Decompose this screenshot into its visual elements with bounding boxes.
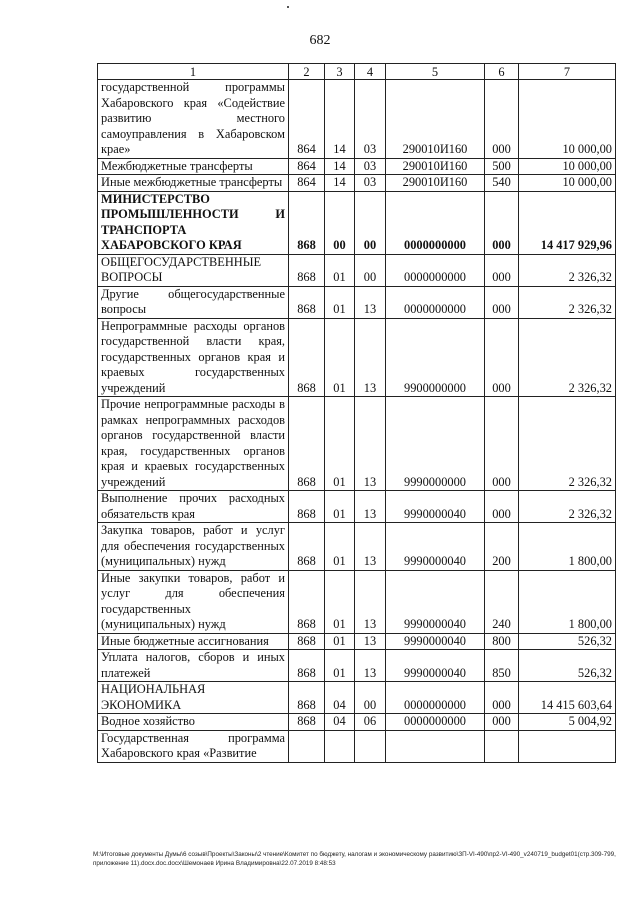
row-section: 01 bbox=[325, 570, 355, 633]
row-subsection: 06 bbox=[355, 714, 386, 731]
row-target-article: 290010И160 bbox=[386, 158, 485, 175]
row-expense-type: 000 bbox=[485, 682, 519, 714]
row-target-article: 9990000040 bbox=[386, 570, 485, 633]
table-row bbox=[98, 318, 616, 397]
row-name: Непрограммные расходы органов государственной власти края, государственных органов края и краевых государственных учреждений bbox=[98, 318, 289, 397]
row-subsection: 00 bbox=[355, 254, 386, 286]
row-amount: 1 800,00 bbox=[519, 523, 616, 571]
row-target-article: 9900000000 bbox=[386, 318, 485, 397]
table-row bbox=[98, 730, 616, 762]
row-expense-type: 000 bbox=[485, 286, 519, 318]
row-target-article: 9990000040 bbox=[386, 650, 485, 682]
row-expense-type: 850 bbox=[485, 650, 519, 682]
row-admin-code: 868 bbox=[289, 682, 325, 714]
row-subsection: 00 bbox=[355, 191, 386, 254]
column-header: 7 bbox=[519, 64, 616, 80]
row-amount: 2 326,32 bbox=[519, 254, 616, 286]
row-amount: 10 000,00 bbox=[519, 158, 616, 175]
row-admin-code bbox=[289, 730, 325, 762]
row-target-article: 0000000000 bbox=[386, 191, 485, 254]
row-target-article: 290010И160 bbox=[386, 175, 485, 192]
row-subsection: 13 bbox=[355, 570, 386, 633]
row-subsection: 03 bbox=[355, 80, 386, 159]
column-header: 4 bbox=[355, 64, 386, 80]
row-expense-type: 000 bbox=[485, 191, 519, 254]
row-subsection: 13 bbox=[355, 491, 386, 523]
row-expense-type: 000 bbox=[485, 254, 519, 286]
row-admin-code: 868 bbox=[289, 714, 325, 731]
table-row bbox=[98, 254, 616, 286]
row-admin-code: 868 bbox=[289, 570, 325, 633]
table-row bbox=[98, 191, 616, 254]
row-admin-code: 868 bbox=[289, 650, 325, 682]
row-target-article: 0000000000 bbox=[386, 682, 485, 714]
row-subsection: 13 bbox=[355, 523, 386, 571]
row-admin-code: 868 bbox=[289, 633, 325, 650]
row-admin-code: 868 bbox=[289, 397, 325, 491]
row-name: ОБЩЕГОСУДАРСТВЕННЫЕ ВОПРОСЫ bbox=[98, 254, 289, 286]
row-target-article: 0000000000 bbox=[386, 714, 485, 731]
table-row bbox=[98, 650, 616, 682]
row-name: Другие общегосударственные вопросы bbox=[98, 286, 289, 318]
row-subsection: 13 bbox=[355, 286, 386, 318]
row-amount: 2 326,32 bbox=[519, 318, 616, 397]
column-header: 1 bbox=[98, 64, 289, 80]
row-name: Государственная программа Хабаровского края «Развитие bbox=[98, 730, 289, 762]
row-target-article: 9990000040 bbox=[386, 633, 485, 650]
row-section: 01 bbox=[325, 523, 355, 571]
column-header: 6 bbox=[485, 64, 519, 80]
table-row bbox=[98, 158, 616, 175]
column-header: 3 bbox=[325, 64, 355, 80]
row-amount: 5 004,92 bbox=[519, 714, 616, 731]
row-amount: 2 326,32 bbox=[519, 286, 616, 318]
row-amount: 10 000,00 bbox=[519, 175, 616, 192]
row-name: Водное хозяйство bbox=[98, 714, 289, 731]
row-admin-code: 868 bbox=[289, 523, 325, 571]
table-row bbox=[98, 397, 616, 491]
row-subsection: 13 bbox=[355, 650, 386, 682]
row-target-article: 0000000000 bbox=[386, 286, 485, 318]
row-target-article: 290010И160 bbox=[386, 80, 485, 159]
table-row bbox=[98, 570, 616, 633]
row-section: 01 bbox=[325, 286, 355, 318]
row-target-article: 0000000000 bbox=[386, 254, 485, 286]
row-admin-code: 864 bbox=[289, 158, 325, 175]
row-section: 14 bbox=[325, 80, 355, 159]
row-name: Иные межбюджетные трансферты bbox=[98, 175, 289, 192]
row-section: 00 bbox=[325, 191, 355, 254]
row-section: 01 bbox=[325, 491, 355, 523]
file-path-footer: M:\Итоговые документы Думы\6 созыв\Проекты\Законы\2 чтение\Комитет по бюджету, налогам и экономическому развитию\ЗП-VI-490\пр2-VI-490_v240719_budget01(стр.309-799, приложение 11).docx.doc.docx\Шемонаев Ирина Владимировна\22.07.2019 8:48:53 bbox=[93, 851, 616, 867]
row-name: Выполнение прочих расходных обязательств края bbox=[98, 491, 289, 523]
row-amount: 2 326,32 bbox=[519, 397, 616, 491]
row-amount bbox=[519, 730, 616, 762]
row-expense-type: 200 bbox=[485, 523, 519, 571]
row-admin-code: 868 bbox=[289, 318, 325, 397]
row-section: 14 bbox=[325, 158, 355, 175]
budget-table bbox=[97, 63, 616, 763]
row-section: 01 bbox=[325, 650, 355, 682]
row-name: НАЦИОНАЛЬНАЯ ЭКОНОМИКА bbox=[98, 682, 289, 714]
row-name: МИНИСТЕРСТВО ПРОМЫШЛЕННОСТИ И ТРАНСПОРТА ХАБАРОВСКОГО КРАЯ bbox=[98, 191, 289, 254]
row-expense-type: 000 bbox=[485, 397, 519, 491]
row-amount: 14 415 603,64 bbox=[519, 682, 616, 714]
table-row bbox=[98, 80, 616, 159]
row-subsection bbox=[355, 730, 386, 762]
table-row bbox=[98, 633, 616, 650]
row-target-article: 9990000000 bbox=[386, 397, 485, 491]
table-row bbox=[98, 523, 616, 571]
row-subsection: 00 bbox=[355, 682, 386, 714]
row-admin-code: 868 bbox=[289, 491, 325, 523]
row-expense-type: 000 bbox=[485, 318, 519, 397]
row-admin-code: 868 bbox=[289, 191, 325, 254]
row-target-article bbox=[386, 730, 485, 762]
row-name: Межбюджетные трансферты bbox=[98, 158, 289, 175]
row-expense-type: 000 bbox=[485, 80, 519, 159]
row-name: Иные закупки товаров, работ и услуг для обеспечения государственных (муниципальных) нужд bbox=[98, 570, 289, 633]
row-expense-type: 000 bbox=[485, 714, 519, 731]
row-expense-type: 000 bbox=[485, 491, 519, 523]
row-name: Иные бюджетные ассигнования bbox=[98, 633, 289, 650]
row-amount: 2 326,32 bbox=[519, 491, 616, 523]
row-subsection: 13 bbox=[355, 397, 386, 491]
row-section: 14 bbox=[325, 175, 355, 192]
row-subsection: 13 bbox=[355, 633, 386, 650]
row-expense-type: 500 bbox=[485, 158, 519, 175]
row-subsection: 03 bbox=[355, 175, 386, 192]
row-name: Уплата налогов, сборов и иных платежей bbox=[98, 650, 289, 682]
row-admin-code: 868 bbox=[289, 286, 325, 318]
row-name: Прочие непрограммные расходы в рамках непрограммных расходов органов государственной власти края, государственных органов края и краевых государственных учреждений bbox=[98, 397, 289, 491]
row-amount: 526,32 bbox=[519, 650, 616, 682]
column-header: 2 bbox=[289, 64, 325, 80]
row-expense-type bbox=[485, 730, 519, 762]
table-header-row bbox=[98, 64, 616, 80]
row-section: 01 bbox=[325, 633, 355, 650]
row-section: 04 bbox=[325, 714, 355, 731]
row-expense-type: 800 bbox=[485, 633, 519, 650]
column-header: 5 bbox=[386, 64, 485, 80]
page-number: 682 bbox=[309, 33, 331, 48]
row-admin-code: 864 bbox=[289, 80, 325, 159]
scan-mark bbox=[287, 6, 289, 8]
row-target-article: 9990000040 bbox=[386, 491, 485, 523]
table-row bbox=[98, 286, 616, 318]
row-admin-code: 868 bbox=[289, 254, 325, 286]
table-row bbox=[98, 491, 616, 523]
row-amount: 1 800,00 bbox=[519, 570, 616, 633]
row-expense-type: 240 bbox=[485, 570, 519, 633]
row-amount: 10 000,00 bbox=[519, 80, 616, 159]
row-section bbox=[325, 730, 355, 762]
row-amount: 526,32 bbox=[519, 633, 616, 650]
table-row bbox=[98, 175, 616, 192]
row-section: 01 bbox=[325, 254, 355, 286]
table-row bbox=[98, 714, 616, 731]
row-expense-type: 540 bbox=[485, 175, 519, 192]
row-subsection: 03 bbox=[355, 158, 386, 175]
row-name: государственной программы Хабаровского края «Содействие развитию местного самоуправления в Хабаровском крае» bbox=[98, 80, 289, 159]
row-section: 04 bbox=[325, 682, 355, 714]
row-amount: 14 417 929,96 bbox=[519, 191, 616, 254]
row-target-article: 9990000040 bbox=[386, 523, 485, 571]
row-admin-code: 864 bbox=[289, 175, 325, 192]
table-row bbox=[98, 682, 616, 714]
row-section: 01 bbox=[325, 318, 355, 397]
row-name: Закупка товаров, работ и услуг для обеспечения государственных (муниципальных) нужд bbox=[98, 523, 289, 571]
row-section: 01 bbox=[325, 397, 355, 491]
row-subsection: 13 bbox=[355, 318, 386, 397]
